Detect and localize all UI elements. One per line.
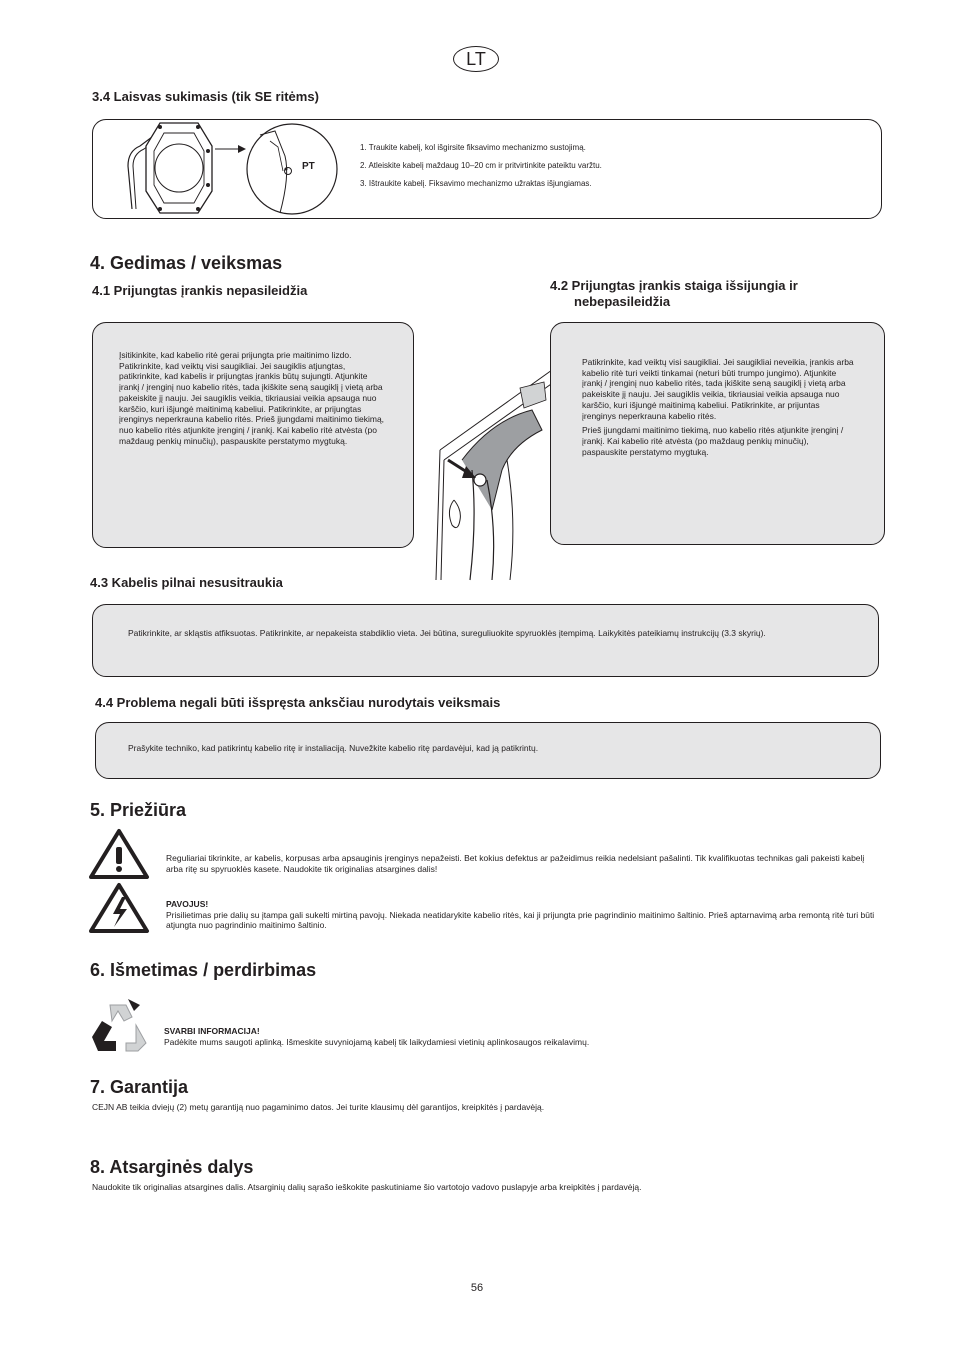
danger-title: PAVOJUS! — [166, 899, 209, 909]
danger-text: Prisilietimas prie dalių su įtampa gali sukelti mirtiną pavojų. Niekada neatidarykite kabelio ritės, kai ji prijungta prie pagrindinio maitinimo šaltinio. Prieš aptarnavimą arba remontą ritė turi būti atjungta nuo pagrindinio maitinimo šaltinio. — [166, 909, 875, 931]
step-2: 2. Atleiskite kabelį maždaug 10–20 cm ir pritvirtinkite pateiktu varžtu. — [360, 161, 602, 170]
section-8-heading: 8. Atsarginės dalys — [90, 1157, 254, 1177]
section-4-3-text: Patikrinkite, ar skląstis atfiksuotas. Patikrinkite, ar nepakeista stabdiklio vieta. Jei būtina, sureguliuokite spyruoklės įtempimą. Laikykitės pateikiamų instrukcijų (3.3 skyrių). — [128, 628, 766, 638]
recycling-info-text: Padėkite mums saugoti aplinką. Išmeskite suvyniojamą kabelį tik laikydamiesi vietinių aplinkosaugos reikalavimų. — [164, 1036, 590, 1047]
recycling-info-block — [164, 1026, 876, 1047]
section-6-heading: 6. Išmetimas / perdirbimas — [90, 960, 317, 980]
warning-icon — [89, 829, 149, 879]
section-3-4-steps — [360, 143, 865, 189]
recycling-info-title: SVARBI INFORMACIJA! — [164, 1026, 260, 1036]
section-4-2-text — [582, 357, 854, 461]
section-4-2-para2: Prieš įjungdami maitinimo tiekimą, nuo kabelio ritės atjunkite įrenginį / įrankį. Kai kabelio ritė atvėsta (po maždaug penkių minučių), paspauskite perstatymo mygtuką. — [582, 425, 844, 457]
spare-parts-text: Naudokite tik originalias atsargines dalis. Atsarginių dalių sąrašo ieškokite paskutiniame šio vartotojo vadovo puslapyje arba kreipkitės į pardavėją. — [92, 1182, 642, 1192]
section-4-4-heading: 4.4 Problema negali būti išspręsta anksčiau nurodytais veiksmais — [95, 695, 501, 710]
section-4-heading: 4. Gedimas / veiksmas — [90, 253, 283, 273]
section-3-4-heading: 3.4 Laisvas sukimasis (tik SE ritėms) — [92, 89, 319, 104]
section-4-4-text: Prašykite techniko, kad patikrintų kabelio ritę ir instaliaciją. Nuvežkite kabelio ritę pardavėjui, kad ją patikrintų. — [128, 743, 539, 753]
section-5-heading: 5. Priežiūra — [90, 800, 187, 820]
danger-block — [166, 899, 878, 931]
section-4-2-para1: Patikrinkite, kad veiktų visi saugikliai. Jei saugikliai neveikia, įrankis arba kabelio ritė turi veikti tinkamai (neturi būti trumpo jungimo). Atjunkite įrankį / įrenginį nuo kabelio ritės, tada įkiškite seną saugiklį į vietą arba pakeiskite jį nauju. Jei saugiklis veikia, tikriausiai veikia apsauga nuo karščio, kuri išjungė maitinimą kabeliui. Patikrinkite, ar prijuntas įrenginys neperkrauna kabelio ritės. — [582, 357, 854, 421]
section-4-2-heading-line2: nebepasileidžia — [574, 294, 671, 309]
section-4-1-text: Įsitikinkite, kad kabelio ritė gerai prijungta prie maitinimo lizdo. Patikrinkite, kad veiktų visi saugikliai. Jei saugiklis atjungtas, patikrinkite, kad kabelis ir prijungtas įrankis būtų sujungti. Atjunkite įrankį / įrenginį nuo kabelio ritės, tada įkiškite seną saugiklį į vietą arba pakeiskite jį nauju. Jei saugiklis veikia, tikriausiai veikia apsauga nuo karščio, kuri išjungė maitinimą kabeliui. Patikrinkite, ar prijungtas įrenginys neperkrauna kabelio ritės. Prieš įjungdami maitinimo tiekimą, nuo kabelio ritės atjunkite įrenginį / įrankį. Kai kabelio ritė atvėsta (po maždaug penkių minučių), paspauskite perstatymo mygtuką. — [119, 350, 385, 446]
warranty-text: CEJN AB teikia dviejų (2) metų garantiją nuo pagaminimo datos. Jei turite klausimų dėl garantijos, kreipkitės į pardavėją. — [92, 1102, 545, 1112]
step-3: 3. Ištraukite kabelį. Fiksavimo mechanizmo užraktas išjungiamas. — [360, 179, 592, 188]
section-7-heading: 7. Garantija — [90, 1077, 189, 1097]
reel-lock-illustration — [120, 121, 310, 216]
section-4-1-heading: 4.1 Prijungtas įrankis nepasileidžia — [92, 283, 308, 298]
section-4-2-heading — [550, 278, 798, 310]
step-1: 1. Traukite kabelį, kol išgirsite fiksavimo mechanizmo sustojimą. — [360, 143, 586, 152]
figure-label-pt: PT — [302, 161, 315, 172]
section-4-3-box — [92, 604, 879, 677]
section-4-3-heading: 4.3 Kabelis pilnai nesusitraukia — [90, 575, 283, 590]
reset-button-illustration — [432, 360, 557, 582]
page-number: 56 — [470, 1282, 484, 1294]
maintenance-text: Reguliariai tikrinkite, ar kabelis, korpusas arba apsauginis įrenginys nepažeisti. Bet kokius defektus ar pažeidimus reikia nedelsiant pašalinti. Tik kvalifikuotas technikas gali pakeisti kabelį arba ritę su spyruoklės kasete. Naudokite tik originalias atsargines dalis! — [166, 853, 865, 874]
language-badge: LT — [453, 46, 499, 72]
recycle-icon — [88, 999, 148, 1054]
electric-hazard-icon — [89, 883, 149, 933]
section-4-2-heading-line1: 4.2 Prijungtas įrankis staiga išsijungia ir — [550, 278, 798, 293]
